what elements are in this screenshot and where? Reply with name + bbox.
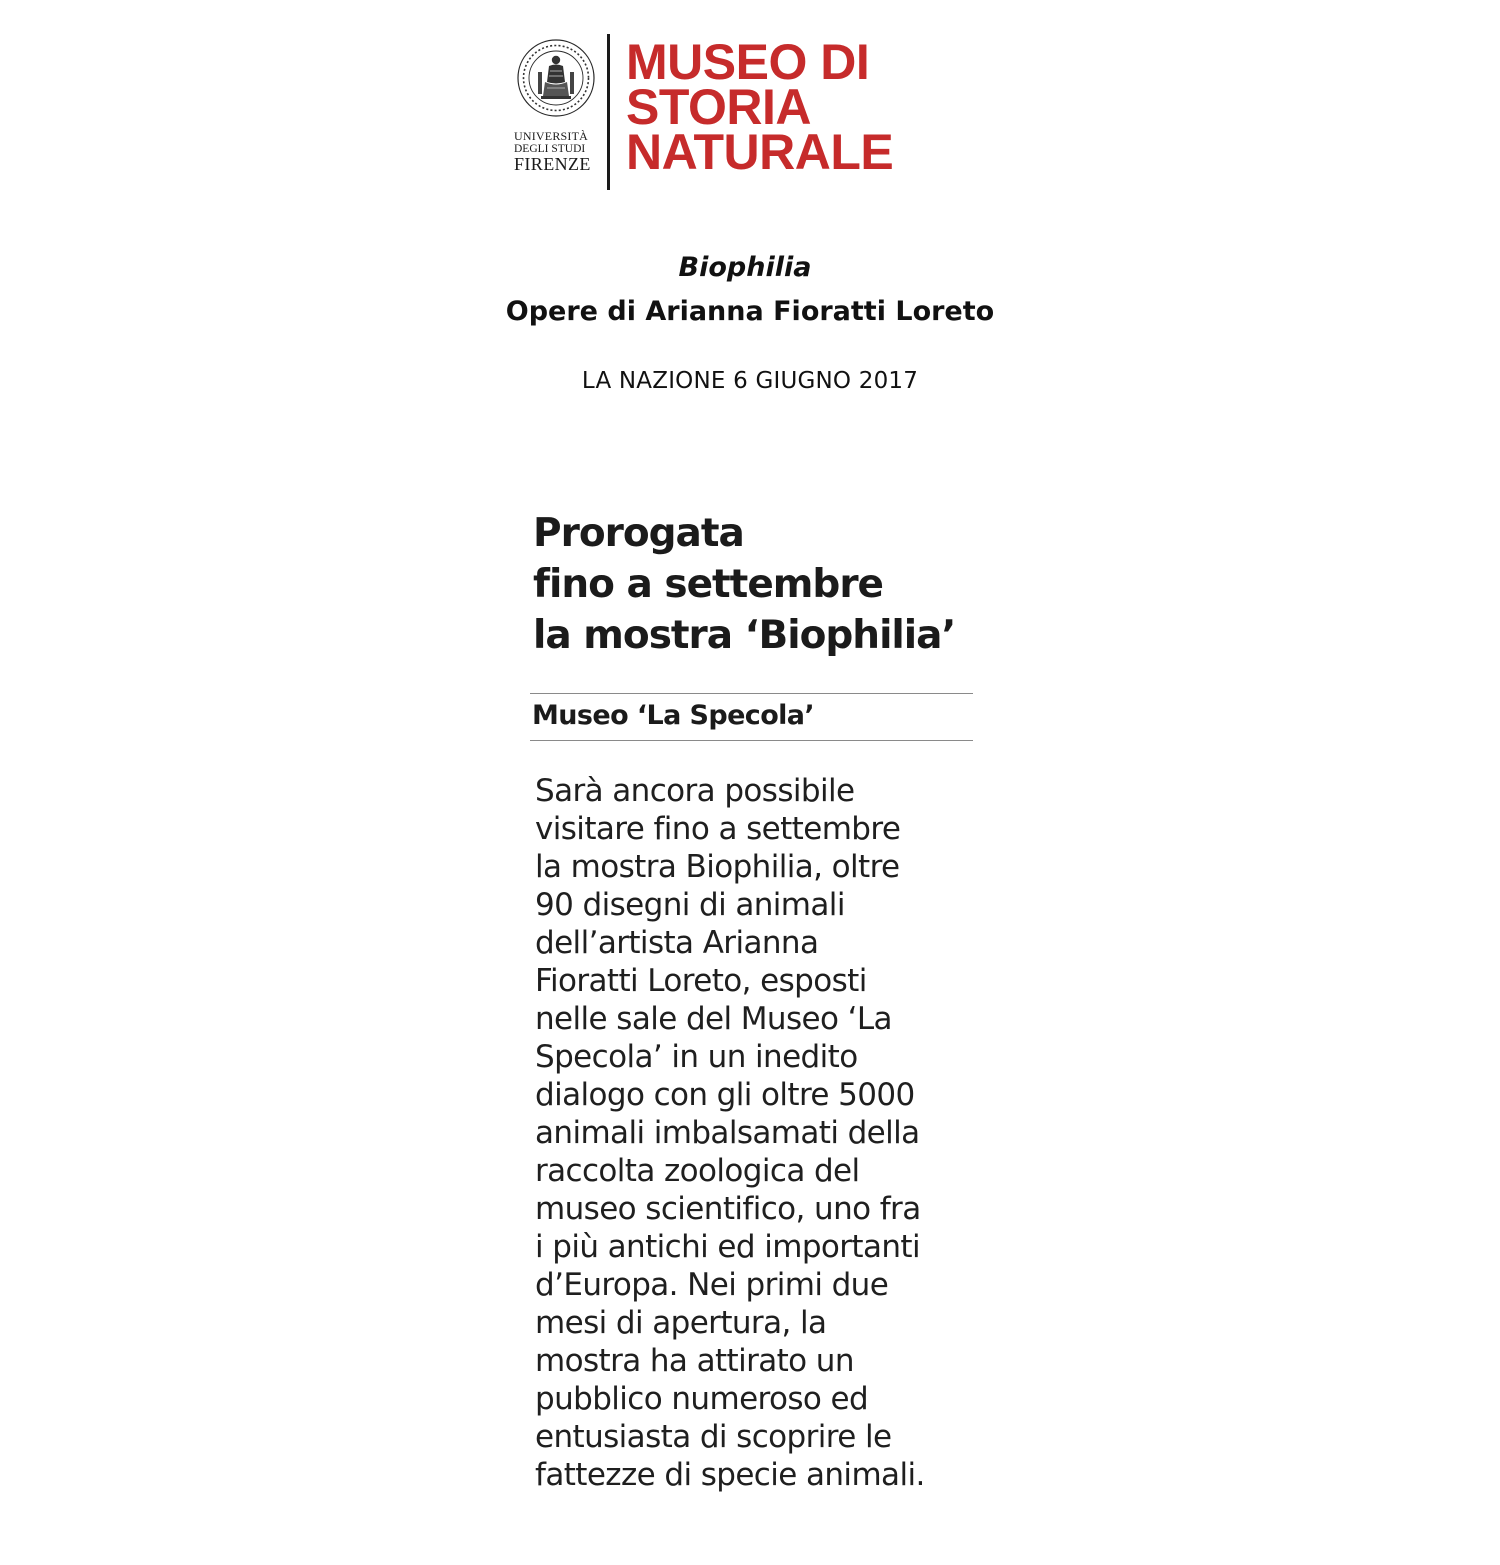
press-source: LA NAZIONE 6 GIUGNO 2017: [581, 368, 919, 394]
body-line: visitare fino a settembre: [535, 811, 901, 847]
body-line: i più antichi ed importanti: [535, 1229, 920, 1265]
body-line: mesi di apertura, la: [535, 1305, 827, 1341]
headline-line: fino a settembre: [533, 562, 884, 607]
body-line: dialogo con gli oltre 5000: [535, 1077, 915, 1113]
museum-title-line3: NATURALE: [626, 124, 894, 180]
exhibit-title: Biophilia: [678, 252, 812, 283]
university-name-line3: FIRENZE: [514, 153, 591, 174]
museum-title-line2: STORIA: [626, 79, 811, 135]
museum-logo: [514, 34, 944, 194]
exhibit-subtitle: Opere di Arianna Fioratti Loreto: [505, 296, 995, 327]
body-line: 90 disegni di animali: [535, 887, 845, 923]
body-line: la mostra Biophilia, oltre: [535, 849, 900, 885]
body-line: animali imbalsamati della: [535, 1115, 920, 1151]
university-logo: [514, 34, 598, 190]
headline-line: Prorogata: [533, 511, 744, 556]
body-line: dell’artista Arianna: [535, 925, 819, 961]
body-line: Sarà ancora possibile: [535, 773, 855, 809]
section-label: Museo ‘La Specola’: [532, 700, 815, 731]
body-line: raccolta zoologica del: [535, 1153, 860, 1189]
headline-line: la mostra ‘Biophilia’: [533, 613, 956, 658]
body-line: pubblico numeroso ed: [535, 1381, 869, 1417]
body-line: Fioratti Loreto, esposti: [535, 963, 867, 999]
body-line: entusiasta di scoprire le: [535, 1419, 892, 1455]
section-bar: [530, 693, 973, 741]
newspaper-clipping: [530, 508, 975, 1493]
clipping-headline: [533, 508, 975, 661]
museum-title: [626, 34, 894, 180]
body-line: mostra ha attirato un: [535, 1343, 854, 1379]
body-line: d’Europa. Nei primi due: [535, 1267, 889, 1303]
university-seal-icon: [516, 38, 596, 118]
clipping-body: [535, 772, 975, 1494]
university-name: [514, 130, 598, 174]
university-name-line1: UNIVERSITÀ: [514, 129, 588, 143]
body-line: museo scientifico, uno fra: [535, 1191, 921, 1227]
body-line: fattezze di specie animali.: [535, 1457, 925, 1493]
museum-title-line1: MUSEO DI: [626, 34, 870, 90]
body-line: nelle sale del Museo ‘La: [535, 1001, 892, 1037]
university-name-line2: DEGLI STUDI: [514, 142, 586, 155]
body-line: Specola’ in un inedito: [535, 1039, 858, 1075]
logo-divider: [607, 34, 610, 190]
